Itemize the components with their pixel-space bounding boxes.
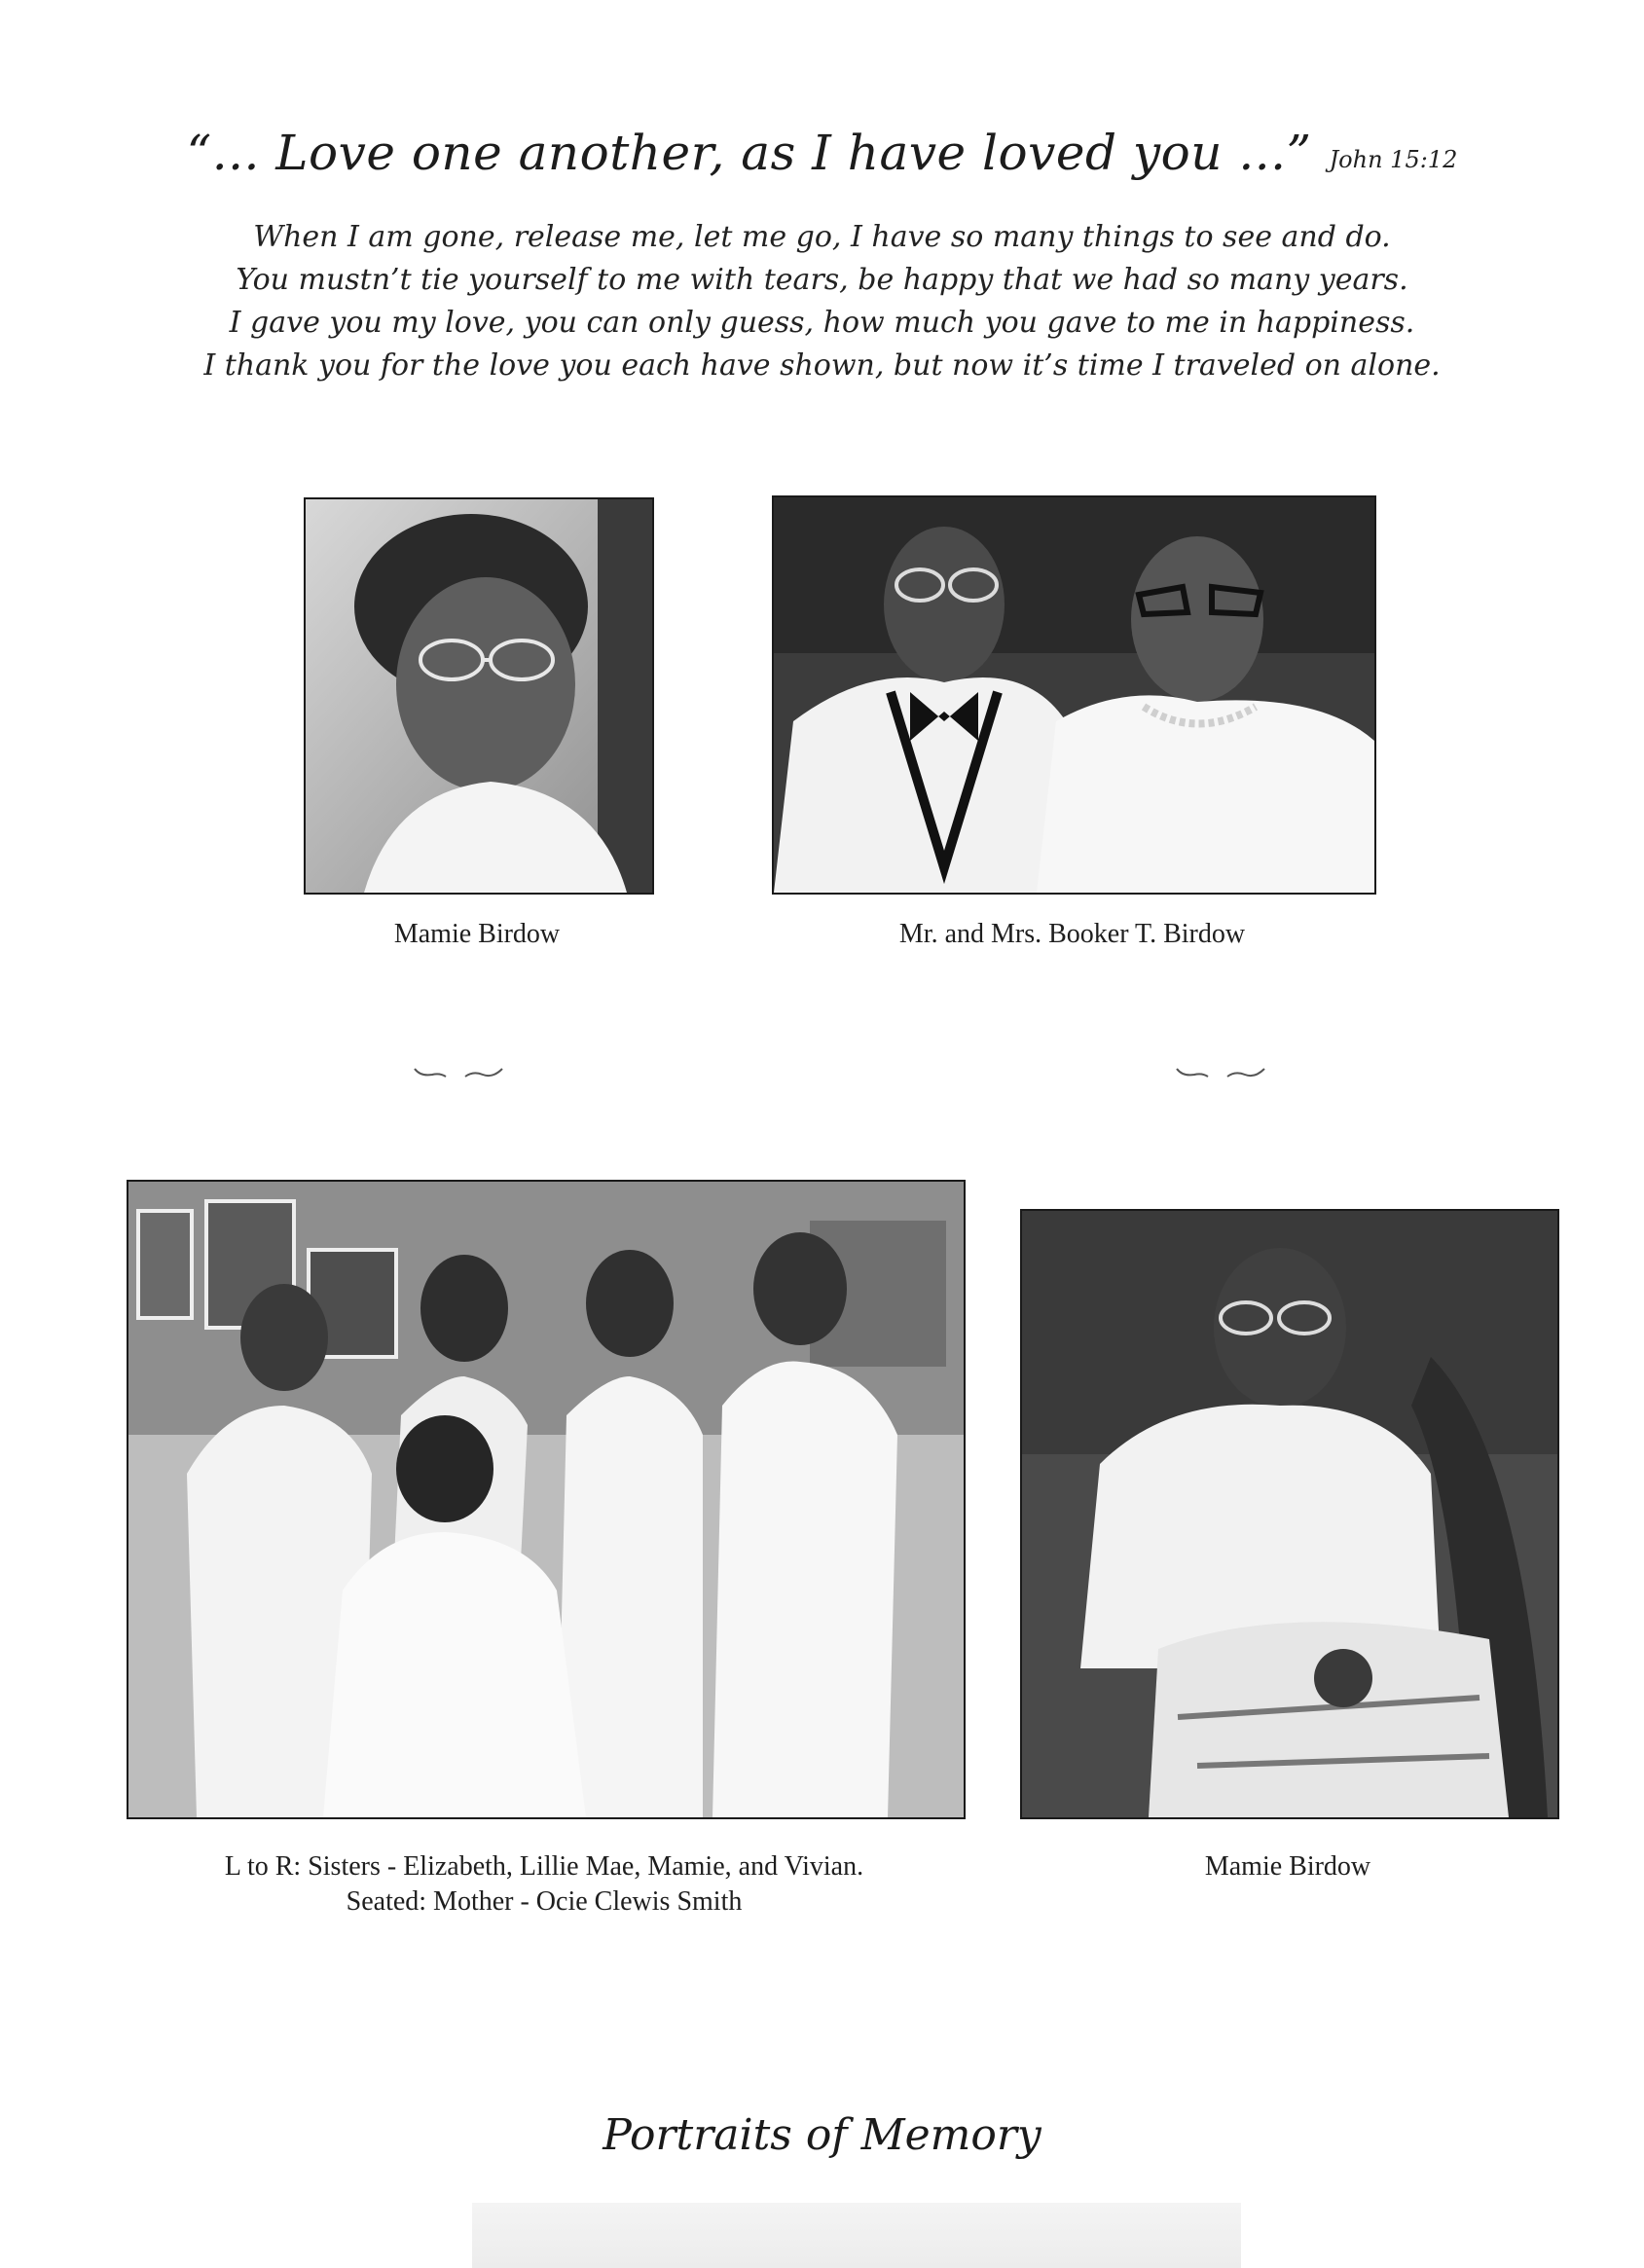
photo-mamie-seated	[1020, 1209, 1559, 1819]
scan-artifact	[472, 2203, 1241, 2268]
photo-sisters-group	[127, 1180, 966, 1819]
poem	[0, 216, 1644, 387]
caption-mamie-seated: Mamie Birdow	[1204, 1851, 1371, 1882]
flourish-ornament-right	[1173, 1061, 1270, 1084]
caption-mamie-portrait: Mamie Birdow	[393, 919, 561, 949]
photo-mamie-seated-image	[1022, 1211, 1557, 1817]
photo-sisters-group-image	[128, 1182, 964, 1817]
caption-sisters-line2: Seated: Mother - Ocie Clewis Smith	[346, 1886, 743, 1917]
scripture-reference: John 15:12	[1329, 146, 1458, 173]
poem-line: I thank you for the love you each have shown, but now it’s time I traveled on alone.	[203, 348, 1441, 383]
photo-booker-couple	[772, 495, 1376, 895]
footer-title: Portraits of Memory	[603, 2110, 1041, 2160]
flourish-ornament-left	[411, 1061, 508, 1084]
photo-mamie-portrait-image	[306, 499, 652, 893]
poem-line: You mustn’t tie yourself to me with tears, be happy that we had so many years.	[236, 263, 1408, 297]
scripture-quote: “... Love one another, as I have loved you ...”	[186, 125, 1312, 181]
photo-mamie-portrait	[304, 497, 654, 895]
photo-booker-couple-image	[774, 497, 1374, 893]
caption-booker-couple: Mr. and Mrs. Booker T. Birdow	[898, 919, 1246, 949]
poem-line: I gave you my love, you can only guess, how much you gave to me in happiness.	[229, 306, 1415, 340]
caption-sisters-line1: L to R: Sisters - Elizabeth, Lillie Mae, Mamie, and Vivian.	[224, 1851, 864, 1882]
poem-line: When I am gone, release me, let me go, I have so many things to see and do.	[253, 220, 1391, 254]
scripture-header	[0, 125, 1644, 181]
